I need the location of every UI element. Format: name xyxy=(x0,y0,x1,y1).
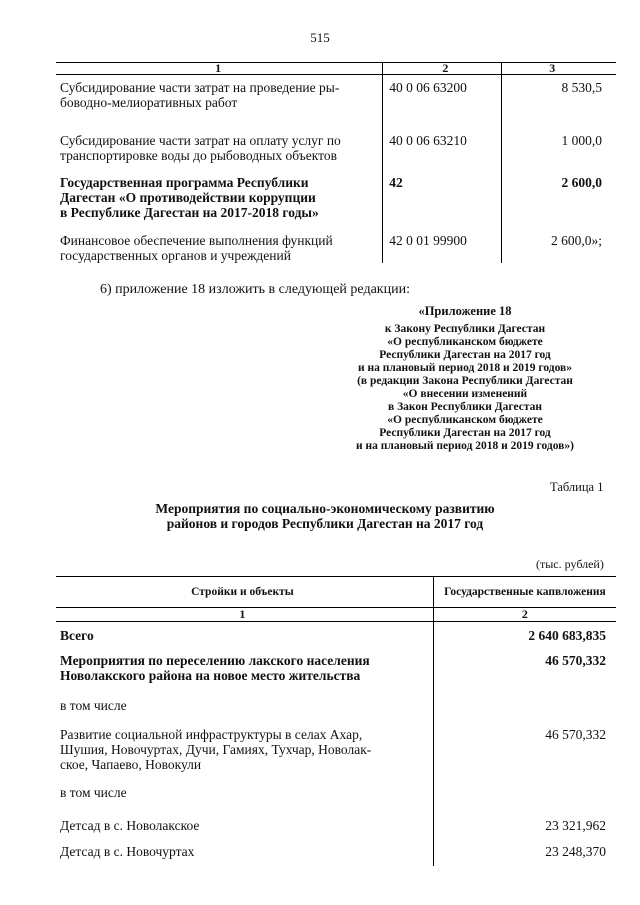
row-code: 42 0 01 99900 xyxy=(383,225,502,263)
appendix-line: в Закон Республики Дагестан xyxy=(388,401,542,413)
column-2-number: 2 xyxy=(433,608,616,622)
column-2-header: 2 xyxy=(383,63,502,75)
row-name: в том числе xyxy=(60,784,127,800)
table-row xyxy=(56,225,616,263)
row-value xyxy=(433,690,616,720)
row-name: Детсад в с. Новолакское xyxy=(60,817,200,833)
row-amount: 2 600,0 xyxy=(502,163,616,225)
row-name: Субсидирование части затрат на оплату услуг по транспортировке воды до рыбоводных объектов xyxy=(60,132,341,163)
row-value: 23 248,370 xyxy=(433,836,616,866)
table-row xyxy=(56,119,616,163)
column-1-number: 1 xyxy=(56,608,433,622)
row-name: Детсад в с. Новочуртах xyxy=(60,843,195,859)
row-value: 46 570,332 xyxy=(433,648,616,690)
row-code: 40 0 06 63200 xyxy=(383,75,502,119)
column-numbers-row xyxy=(56,608,616,622)
table-row xyxy=(56,622,616,648)
table-row xyxy=(56,836,616,866)
table-row xyxy=(56,163,616,225)
appendix-line: «О республиканском бюджете xyxy=(387,336,543,348)
appendix-line: Республики Дагестан на 2017 год xyxy=(379,349,551,361)
row-name: Развитие социальной инфраструктуры в селах Ахар, Шушия, Новочуртах, Дучи, Гамиях, Тухчар, Новолак- ское, Чапаево, Новокули xyxy=(60,726,372,772)
page-number: 515 xyxy=(310,30,330,45)
appendix-header xyxy=(330,305,600,453)
budget-table-header xyxy=(56,63,616,75)
appendix-line: Республики Дагестан на 2017 год xyxy=(379,427,551,439)
appendix-line: и на плановый период 2018 и 2019 годов» xyxy=(357,362,573,374)
row-value: 2 640 683,835 xyxy=(433,622,616,648)
row-name: в том числе xyxy=(60,697,127,713)
row-value xyxy=(433,776,616,806)
row-value: 23 321,962 xyxy=(433,806,616,836)
column-1-header: 1 xyxy=(56,63,383,75)
table-row xyxy=(56,806,616,836)
units-label: (тыс. рублей) xyxy=(536,557,604,571)
row-amount: 2 600,0»; xyxy=(502,225,616,263)
table-row xyxy=(56,690,616,720)
row-code: 42 xyxy=(383,163,502,225)
row-value: 46 570,332 xyxy=(433,720,616,776)
objects-header: Стройки и объекты xyxy=(56,577,433,608)
table-label: Таблица 1 xyxy=(550,480,604,494)
investments-header: Государственные капвложения xyxy=(433,577,616,608)
row-name: Мероприятия по переселению лакского населения Новолакского района на новое место жительства xyxy=(60,652,370,683)
measures-table-header xyxy=(56,577,616,608)
appendix-line: и на плановый период 2018 и 2019 годов») xyxy=(356,440,574,452)
appendix-line: к Закону Республики Дагестан xyxy=(384,323,546,335)
table-row xyxy=(56,648,616,690)
measures-table xyxy=(56,576,616,866)
table-row xyxy=(56,776,616,806)
appendix-title: «Приложение 18 xyxy=(418,304,512,318)
row-name: Государственная программа Республики Дагестан «О противодействии коррупции в Республике Дагестан на 2017-2018 годы» xyxy=(60,174,319,220)
row-amount: 1 000,0 xyxy=(502,119,616,163)
amendment-paragraph: 6) приложение 18 изложить в следующей редакции: xyxy=(100,282,410,297)
budget-table xyxy=(56,62,616,263)
row-code: 40 0 06 63210 xyxy=(383,119,502,163)
row-amount: 8 530,5 xyxy=(502,75,616,119)
heading-line-2: районов и городов Республики Дагестан на 2017 год xyxy=(166,516,484,531)
appendix-line: «О республиканском бюджете xyxy=(387,414,543,426)
appendix-line: (в редакции Закона Республики Дагестан xyxy=(357,375,573,387)
column-3-header: 3 xyxy=(502,63,616,75)
table-row xyxy=(56,720,616,776)
row-name: Субсидирование части затрат на проведение ры- боводно-мелиоративных работ xyxy=(60,80,340,110)
section-heading xyxy=(80,501,570,531)
table-row xyxy=(56,75,616,119)
row-name: Финансовое обеспечение выполнения функций государственных органов и учреждений xyxy=(60,232,333,263)
row-name: Всего xyxy=(60,628,94,643)
heading-line-1: Мероприятия по социально-экономическому развитию xyxy=(155,501,495,516)
appendix-line: «О внесении изменений xyxy=(402,388,528,400)
